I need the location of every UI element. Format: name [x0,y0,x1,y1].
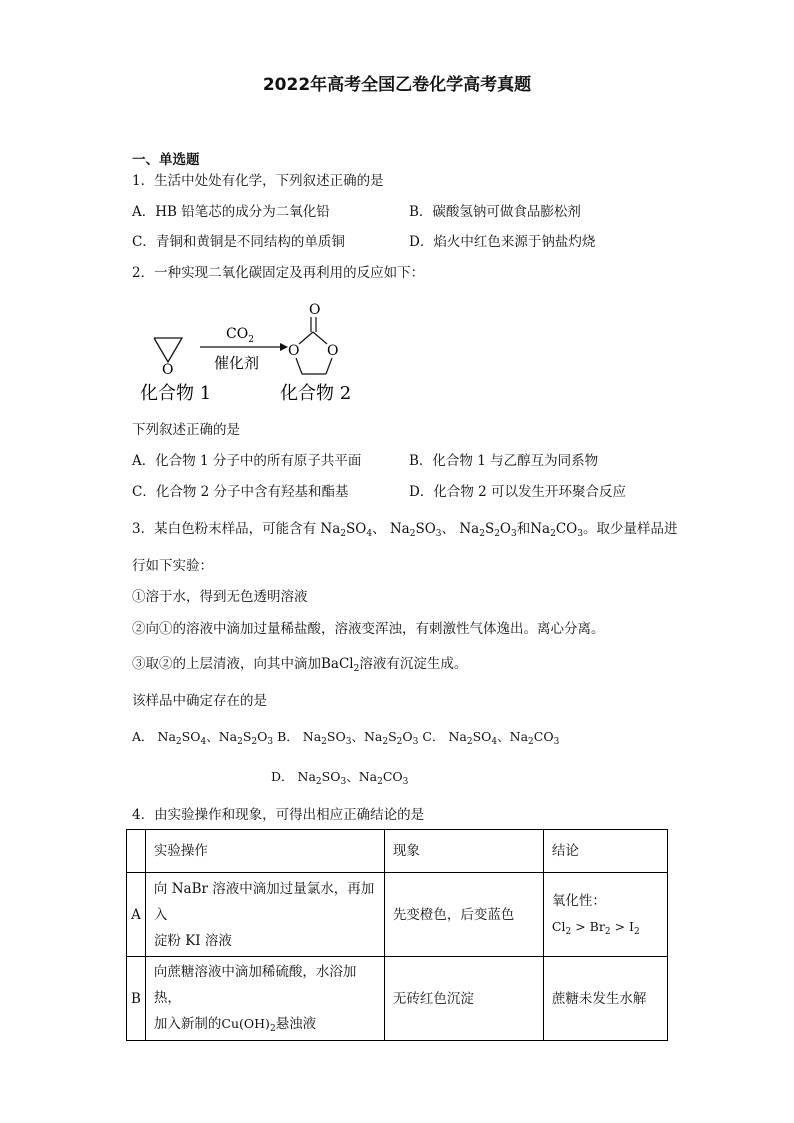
reagent-co2: $CO_2$ [226,326,254,345]
q4-stem: 4．由实验操作和现象，可得出相应正确结论的是 [132,807,425,823]
reaction-diagram [130,292,390,412]
q3-stem: 3．某白色粉末样品，可能含有 $Na_2SO_4$、 $Na_2SO_3$、 $Na_2S_2O_3$和$Na_2CO_3$。取少量样品进 [132,521,678,539]
q3-stem-line2: 行如下实验： [132,558,213,574]
q3-step-1: ①溶于水，得到无色透明溶液 [132,589,308,605]
formula-na2so4: $Na_2SO_4$ [320,521,373,539]
experiment-table [126,829,668,1041]
row-b-conclusion: 蔗糖未发生水解 [543,957,667,1041]
row-a-operation: 向 NaBr 溶液中滴加过量氯水，再加入 淀粉 KI 溶液 [145,873,384,957]
q2-option-c: C．化合物 2 分子中含有羟基和酯基 [132,484,349,500]
q2-option-a: A．化合物 1 分子中的所有原子共平面 [132,453,362,469]
q2-stem: 2．一种实现二氧化碳固定及再利用的反应如下： [132,265,425,281]
row-a-conclusion: 氧化性： $Cl_2 > Br_2 > I_2$ [543,873,667,957]
table-row [127,957,668,1041]
header-conclusion: 结论 [543,830,667,873]
section-heading: 一、单选题 [132,152,200,168]
q3-option-d: D． $Na_2SO_3$、$Na_2CO_3$ [271,769,409,787]
header-phenomenon: 现象 [384,830,543,873]
q3-options-abc [132,728,559,748]
epoxide-ring [154,338,182,362]
arrow-head [280,343,288,351]
formula-na2s2o3: $Na_2S_2O_3$ [459,521,517,539]
q3-option-a: A． $Na_2SO_4$、$Na_2S_2O_3$ [132,729,274,747]
row-a-phenomenon: 先变橙色，后变蓝色 [384,873,543,957]
row-label-a: A [127,873,146,957]
formula-na2co3: $Na_2CO_3$ [530,521,583,539]
q2-option-b: B．化合物 1 与乙醇互为同系物 [409,453,599,469]
carbonyl-oxygen: O [309,302,321,318]
formula-na2so3: $Na_2SO_3$ [389,521,442,539]
table-row [127,873,668,957]
ring-oxygen-right: O [327,343,339,359]
catalyst-label: 催化剂 [214,354,260,372]
compound-2-label: 化合物 2 [280,383,352,404]
q3-ask: 该样品中确定存在的是 [132,693,267,709]
formula-bacl2: BaCl$_2$ [321,656,360,674]
q2-option-d: D．化合物 2 可以发生开环聚合反应 [409,484,626,500]
epoxide-oxygen: O [162,362,174,378]
q3-option-b: B． $Na_2SO_3$、$Na_2S_2O_3$ [277,729,419,747]
q3-option-c: C． $Na_2SO_4$、$Na_2CO_3$ [422,729,560,747]
table-header-blank [127,830,146,873]
q2-ask: 下列叙述正确的是 [132,422,240,438]
ring-oxygen-left: O [288,343,300,359]
header-operation: 实验操作 [145,830,384,873]
row-b-phenomenon: 无砖红色沉淀 [384,957,543,1041]
row-b-operation: 向蔗糖溶液中滴加稀硫酸，水浴加热， 加入新制的$Cu(OH)_2$悬浊液 [145,957,384,1041]
q1-stem: 1．生活中处处有化学，下列叙述正确的是 [132,173,384,189]
q1-option-b: B．碳酸氢钠可做食品膨松剂 [409,204,581,220]
page-title: 2022年高考全国乙卷化学高考真题 [262,75,532,95]
row-label-b: B [127,957,146,1041]
q1-option-d: D．焰火中红色来源于钠盐灼烧 [409,234,596,250]
formula-cuoh2: $Cu(OH)_2$ [221,1015,276,1034]
q3-step-2: ②向①的溶液中滴加过量稀盐酸，溶液变浑浊，有刺激性气体逸出。离心分离。 [132,621,605,637]
q1-option-a: A．HB 铅笔芯的成分为二氧化铅 [132,204,330,220]
table-header-row [127,830,668,873]
q3-step-3: ③取②的上层清液，向其中滴加BaCl$_2$溶液有沉淀生成。 [132,656,468,674]
q1-option-c: C．青铜和黄铜是不同结构的单质铜 [132,234,345,250]
compound-1-label: 化合物 1 [140,383,212,404]
